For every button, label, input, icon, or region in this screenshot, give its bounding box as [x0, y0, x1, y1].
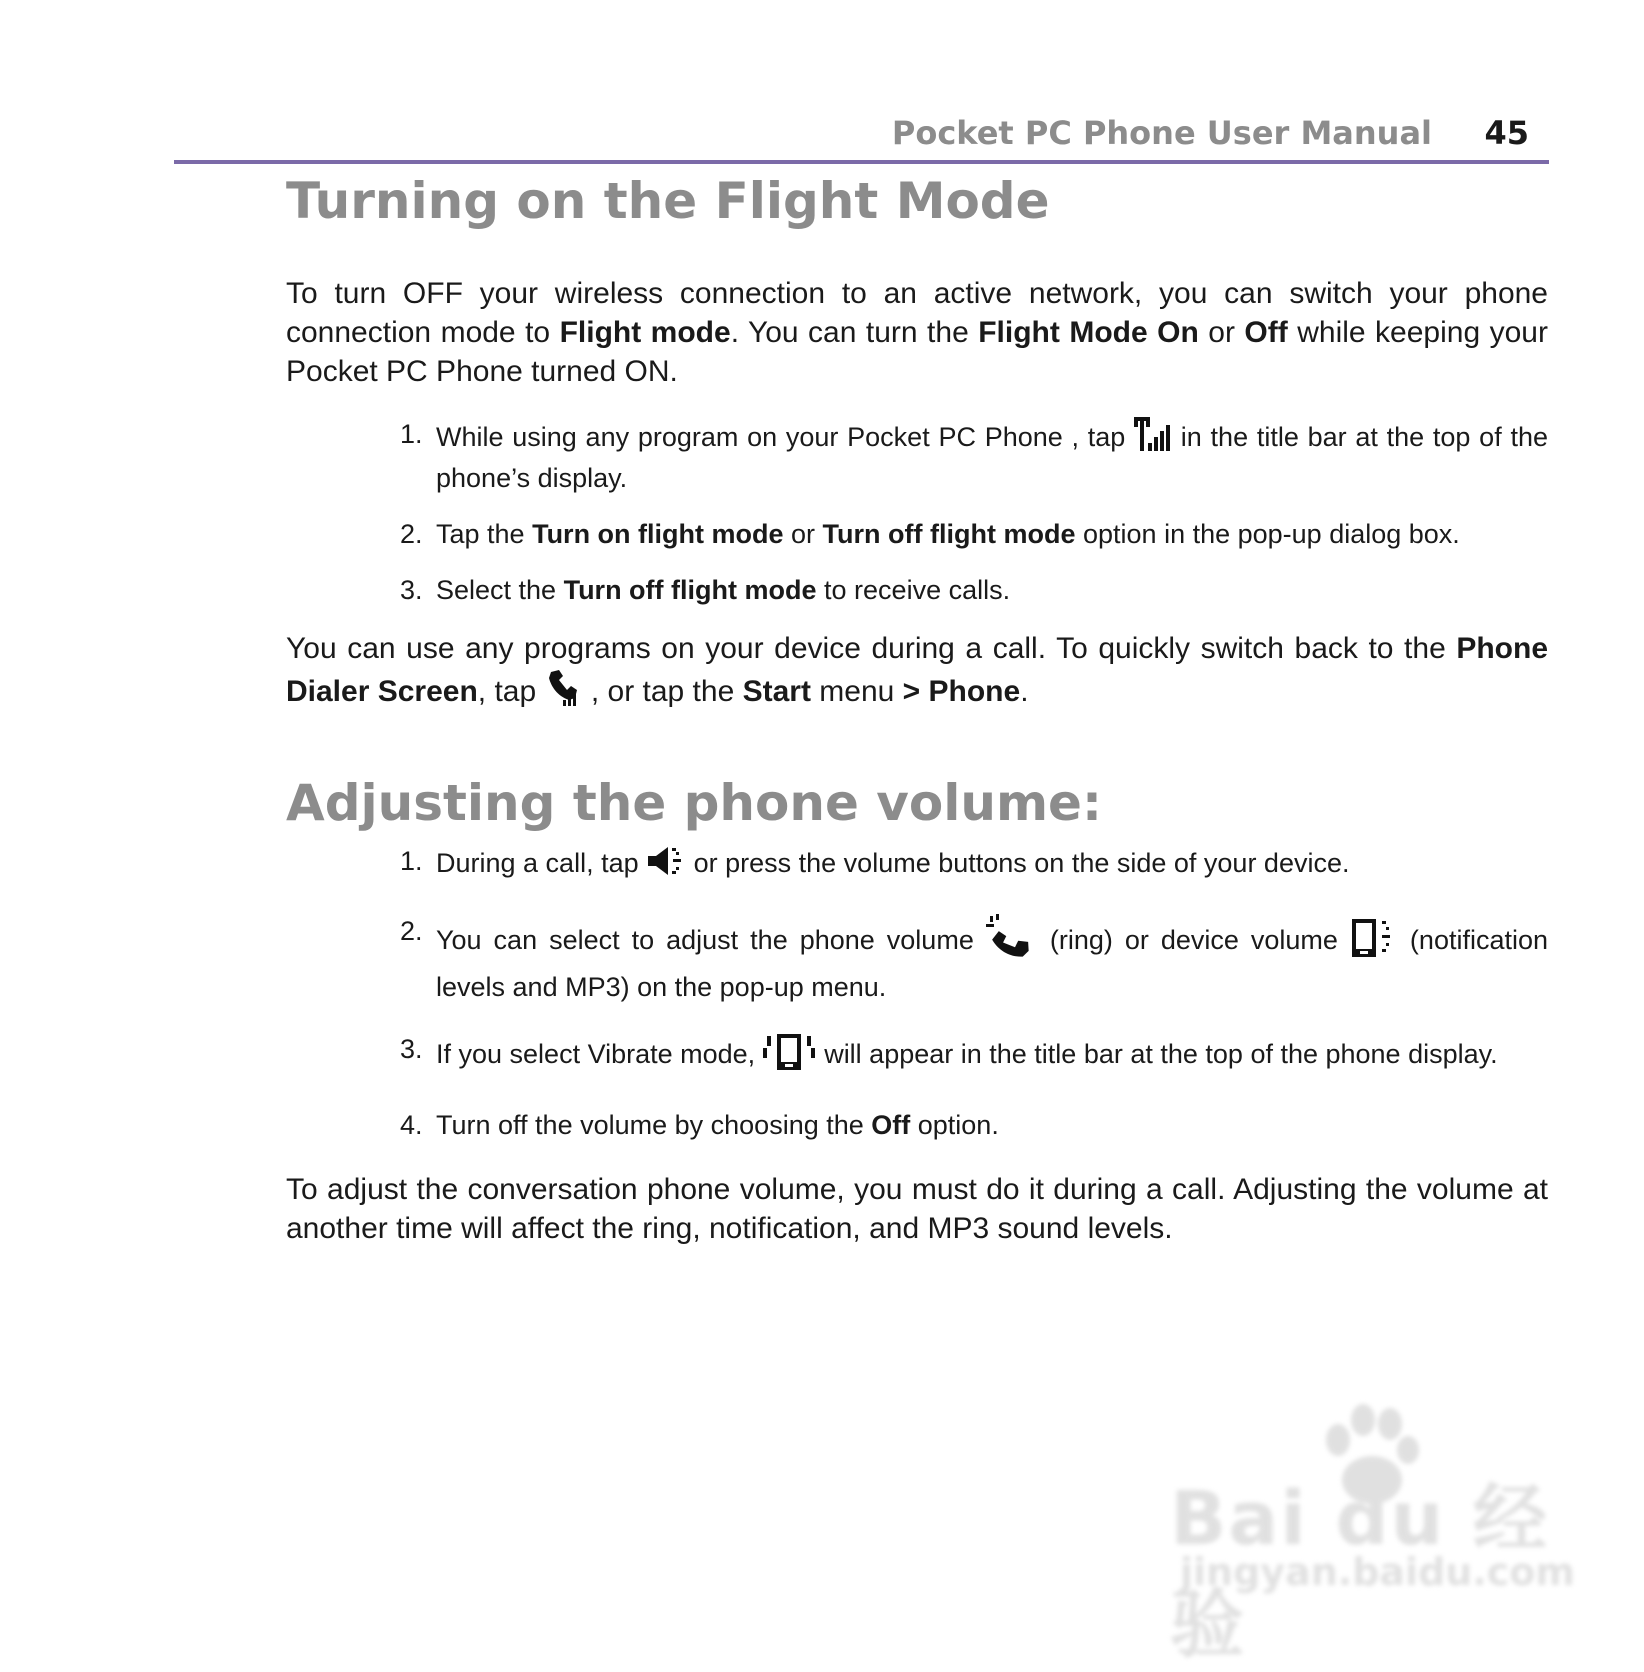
- device-volume-icon: [1350, 917, 1398, 967]
- text: While using any program on your Pocket PC Phone , tap: [436, 422, 1135, 453]
- watermark-url: jingyan.baidu.com: [1180, 1550, 1575, 1594]
- bold-text: Phone Dialer Screen: [286, 632, 1548, 708]
- text: or: [783, 519, 823, 549]
- list-item: [400, 1108, 1548, 1142]
- list-item: [400, 914, 1549, 1004]
- section-heading-volume: Adjusting the phone volume:: [286, 774, 1102, 832]
- text: To turn OFF your wireless connection to an active network, you can switch your phone connection mode to: [286, 277, 1548, 349]
- bold-text: > Phone: [902, 674, 1021, 708]
- list-number: 4.: [400, 1110, 423, 1140]
- section-heading-flight-mode: Turning on the Flight Mode: [286, 172, 1050, 230]
- list-item: [400, 844, 1548, 886]
- text: .: [1020, 674, 1029, 708]
- list-number: 2.: [400, 519, 423, 549]
- list-number: 1.: [400, 846, 423, 876]
- list-item: [400, 517, 1548, 551]
- bold-text: Start: [742, 674, 811, 708]
- ring-phone-icon: [986, 914, 1038, 970]
- bold-text: Turn off flight mode: [563, 575, 817, 605]
- list-number: 1.: [400, 419, 423, 449]
- signal-icon: [1134, 417, 1172, 461]
- vibrate-icon: [763, 1032, 817, 1080]
- text: in the title bar at the top of the phone’s display.: [436, 422, 1548, 493]
- list-item: [400, 573, 1548, 607]
- text: menu: [810, 674, 903, 708]
- text: (notification levels and MP3) on the pop-up menu.: [436, 925, 1549, 1002]
- text: . You can turn the: [730, 316, 979, 349]
- flight-mode-steps: [286, 417, 1548, 607]
- text: or press the volume buttons on the side of your device.: [686, 848, 1350, 879]
- volume-note: To adjust the conversation phone volume, you must do it during a call. Adjusting the volume at another time will affect the ring, notification, and MP3 sound levels.: [286, 1173, 1548, 1245]
- bold-text: Turn off flight mode: [822, 519, 1076, 549]
- text: During a call, tap: [436, 848, 647, 879]
- text: You can select to adjust the phone volume: [436, 925, 986, 956]
- text: , or tap the: [582, 674, 743, 708]
- list-number: 3.: [400, 575, 423, 605]
- header-title: Pocket PC Phone User Manual: [891, 114, 1432, 152]
- text: to receive calls.: [816, 575, 1011, 605]
- bold-text: Off: [871, 1110, 911, 1140]
- speaker-icon: [646, 844, 686, 886]
- text: , tap: [477, 674, 545, 708]
- list-item: [400, 417, 1548, 495]
- text: You can use any programs on your device during a call. To quickly switch back to the: [286, 632, 1457, 665]
- bold-text: Flight mode: [559, 316, 731, 349]
- text: Select the: [436, 575, 564, 605]
- dialer-paragraph: [286, 629, 1548, 718]
- watermark-brand: Bai du 经验: [1170, 1476, 1549, 1668]
- list-item: [400, 1032, 1548, 1080]
- page-number: 45: [1484, 114, 1529, 152]
- text: Tap the: [436, 519, 533, 549]
- text: option in the pop-up dialog box.: [1075, 519, 1460, 549]
- text: while keeping your Pocket PC Phone turned ON.: [286, 316, 1548, 388]
- text: (ring) or device volume: [1037, 925, 1350, 956]
- text: will appear in the title bar at the top of the phone display.: [816, 1039, 1498, 1070]
- text: or: [1198, 316, 1245, 349]
- text: If you select Vibrate mode,: [436, 1039, 763, 1070]
- bold-text: Turn on flight mode: [532, 519, 784, 549]
- bold-text: Off: [1244, 316, 1288, 349]
- text: option.: [910, 1110, 999, 1140]
- page-header: [174, 108, 1549, 164]
- text: Turn off the volume by choosing the: [436, 1110, 872, 1140]
- flight-mode-intro: [286, 274, 1548, 391]
- watermark: [1170, 1400, 1575, 1668]
- list-number: 2.: [400, 916, 423, 946]
- volume-steps: [286, 844, 1548, 1142]
- phone-signal-icon: [545, 668, 583, 718]
- list-number: 3.: [400, 1034, 423, 1064]
- bold-text: Flight Mode On: [978, 316, 1199, 349]
- page-content: [286, 172, 1548, 1248]
